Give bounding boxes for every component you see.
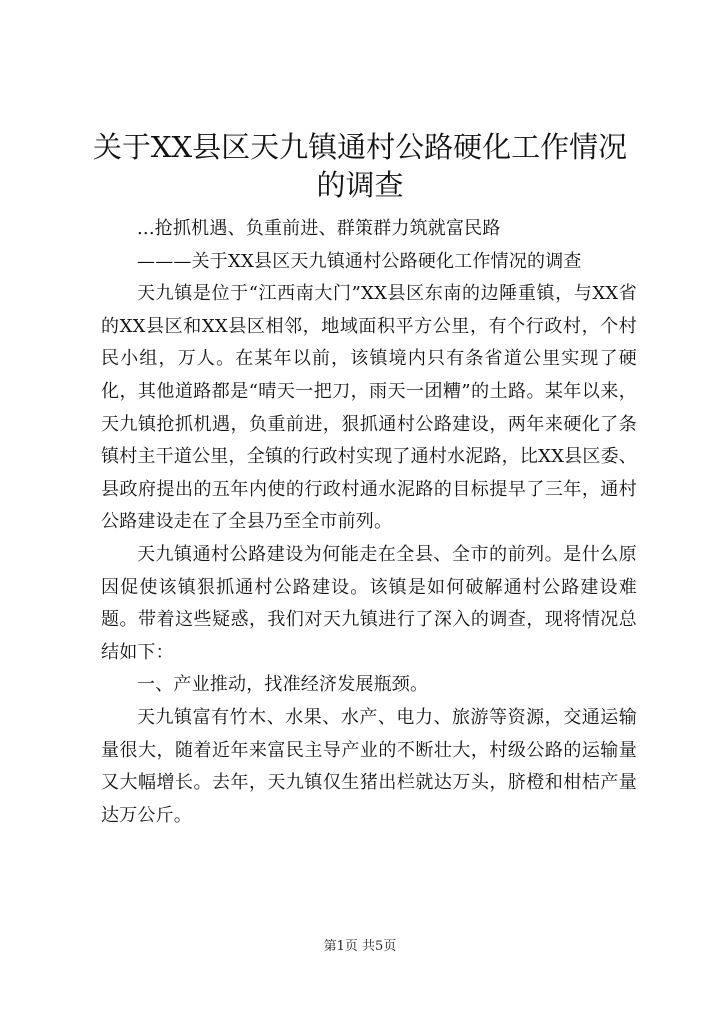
section-heading: 一、产业推动，找准经济发展瓶颈。 [137, 674, 429, 696]
document-body [101, 213, 637, 832]
document-title: 关于XX县区天九镇通村公路硬化工作情况的调查 [92, 130, 628, 202]
page-number-footer: 第1页 共5页 [323, 939, 397, 954]
subheading-line: ———关于XX县区天九镇通村公路硬化工作情况的调查 [137, 250, 582, 272]
body-paragraph: 天九镇富有竹木、水果、水产、电力、旅游等资源，交通运输量很大，随着近年来富民主导产业的不断壮大，村级公路的运输量又大幅增长。去年，天九镇仅生猪出栏就达万头，脐橙和柑桔产量达万公斤。 [101, 706, 637, 826]
subtitle-line: ...抢抓机遇、负重前进、群策群力筑就富民路 [137, 218, 501, 239]
body-paragraph: 天九镇通村公路建设为何能走在全县、全市的前列。是什么原因促使该镇狠抓通村公路建设。该镇是如何破解通村公路建设难题。带着这些疑惑，我们对天九镇进行了深入的调查，现将情况总结如下： [101, 543, 637, 663]
body-paragraph: 天九镇是位于“江西南大门”XX县区东南的边陲重镇，与XX省的XX县区和XX县区相邻，地域面积平方公里，有个行政村，个村民小组，万人。在某年以前，该镇境内只有条省道公里实现了硬化，其他道路都是“晴天一把刀，雨天一团糟”的土路。某年以来，天九镇抢抓机遇，负重前进，狠抓通村公路建设，两年来硬化了条镇村主干道公里，全镇的行政村实现了通村水泥路，比XX县区委、县政府提出的五年内使的行政村通水泥路的目标提早了三年，通村公路建设走在了全县乃至全市前列。 [101, 283, 637, 533]
